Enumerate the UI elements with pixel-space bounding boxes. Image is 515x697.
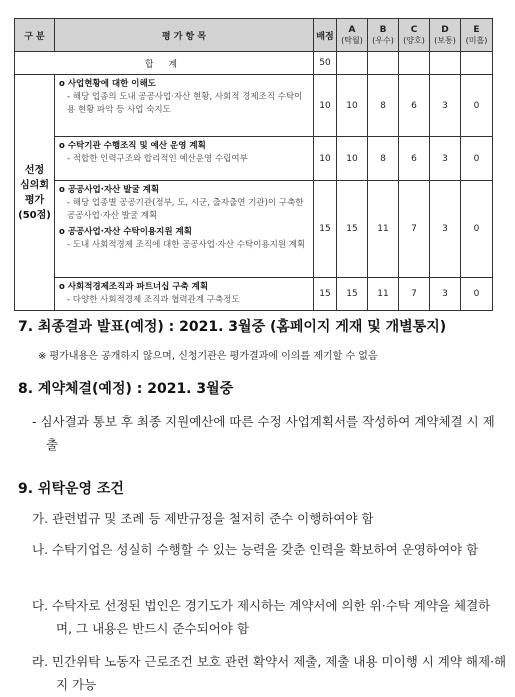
item-cell [55,137,314,181]
grade-d-cell: 3 [430,181,461,278]
item-desc: - 해당 업종별 공공기관(정부, 도, 시군, 출자출연 기관)이 구축한 공공사업·자산 발굴 계획 [67,198,304,221]
grade-e-sub: (미흡) [465,35,488,45]
section-8-body: - 심사결과 통보 후 최종 지원예산에 따른 수정 사업계획서를 작성하여 계약체결 시 제출 [32,414,495,452]
total-points: 50 [314,52,337,75]
grade-b-letter: B [379,24,387,35]
grade-e-cell: 0 [461,181,493,278]
section-9-item-ga: 가. 관련법규 및 조례 등 제반규정을 철저히 준수 이행하여야 함 [32,511,374,526]
header-grade-d [430,19,461,52]
item-title [59,281,309,294]
grade-a-letter: A [348,24,356,35]
category-line: 평가 [24,194,45,206]
grade-c-letter: C [410,24,418,35]
item-title-text: 공공사업·자산 수탁이용지원 계획 [67,227,192,237]
header-grade-b [368,19,399,52]
section-7-note: ※ 평가내용은 공개하지 않으며, 신청기관은 평가결과에 이의를 제기할 수 없음 [38,351,378,362]
item-cell [55,181,314,278]
table-row [15,181,493,278]
section-9-item-da: 다. 수탁자로 선정된 법인은 경기도가 제시하는 계약서에 의한 위·수탁 계약을 체결하며, 그 내용은 반드시 준수되어야 함 [32,598,491,636]
item-desc: - 적합한 인력구조와 합리적인 예산운영 수립여부 [67,154,248,164]
grade-c-cell: 7 [399,278,430,311]
grade-a-sub: (탁월) [341,35,363,45]
grade-d-sub: (보통) [434,35,456,45]
table-row [15,278,493,311]
grade-e-cell: 0 [461,278,493,311]
item-desc: - 다양한 사회적경제 조직과 협력관계 구축정도 [67,295,240,305]
item-title [59,78,309,91]
grade-c-cell: 6 [399,75,430,137]
bullet-icon: o [59,185,65,195]
category-line: (50점) [18,209,51,221]
grade-d-letter: D [441,24,449,35]
grade-a-cell: 15 [337,181,368,278]
grade-a-cell: 10 [337,75,368,137]
header-items: 평 가 항 목 [55,19,314,52]
points-cell: 15 [314,278,337,311]
item-title-text: 공공사업·자산 발굴 계획 [67,185,160,195]
section-9-item-na: 나. 수탁기업은 성실히 수행할 수 있는 능력을 갖춘 인력을 확보하여 운영하여야 함 [32,542,479,557]
grade-b-cell: 11 [368,181,399,278]
table-header-row [15,19,493,52]
bullet-icon: o [59,79,65,89]
category-line: 심의회 [20,179,49,191]
header-points: 배점 [314,19,337,52]
points-cell: 10 [314,137,337,181]
item-desc: - 해당 업종의 도내 공공사업·자산 현황, 사회적 경제조직 수탁이용 현황 파악 등 사업 숙지도 [67,92,303,115]
item-desc: - 도내 사회적경제 조직에 대한 공공사업·자산 수탁이용지원 계획 [67,240,306,250]
item-title-text: 사회적경제조직과 파트너십 구축 계획 [67,282,209,292]
grade-e-cell: 0 [461,75,493,137]
grade-e-cell: 0 [461,137,493,181]
header-grade-e [461,19,493,52]
grade-a-cell: 10 [337,137,368,181]
grade-d-cell: 3 [430,137,461,181]
total-label: 합 계 [15,52,314,75]
grade-a-cell: 15 [337,278,368,311]
item-title-text: 수탁기관 수행조직 및 예산 운영 계획 [67,141,206,151]
item-title-text: 사업현황에 대한 이해도 [67,79,156,89]
table-row [15,137,493,181]
total-row [15,52,493,75]
grade-b-sub: (우수) [372,35,394,45]
grade-c-cell: 7 [399,181,430,278]
evaluation-table [14,18,493,311]
grade-c-cell: 6 [399,137,430,181]
grade-d-cell: 3 [430,278,461,311]
points-cell: 10 [314,75,337,137]
grade-c-sub: (양호) [403,35,425,45]
section-8-heading: 8. 계약체결(예정) : 2021. 3월중 [18,381,234,397]
bullet-icon: o [59,227,65,237]
section-7-heading: 7. 최종결과 발표(예정) : 2021. 3월중 (홈페이지 게재 및 개별통지) [18,319,447,335]
grade-b-cell: 8 [368,137,399,181]
item-title [59,140,309,153]
section-9-item-ra: 라. 민간위탁 노동자 근로조건 보호 관련 확약서 제출, 제출 내용 미이행 시 계약 해제·해지 가능 [32,654,507,692]
grade-d-cell: 3 [430,75,461,137]
item-title [59,226,309,239]
grade-e-letter: E [473,24,480,35]
item-cell [55,75,314,137]
header-category: 구 분 [15,19,55,52]
bullet-icon: o [59,282,65,292]
grade-b-cell: 11 [368,278,399,311]
grade-b-cell: 8 [368,75,399,137]
item-title [59,184,309,197]
category-cell [15,75,55,311]
header-grade-c [399,19,430,52]
category-line: 선정 [24,164,45,176]
bullet-icon: o [59,141,65,151]
section-9-heading: 9. 위탁운영 조건 [18,481,124,497]
points-cell: 15 [314,181,337,278]
table-row [15,75,493,137]
item-cell [55,278,314,311]
header-grade-a [337,19,368,52]
